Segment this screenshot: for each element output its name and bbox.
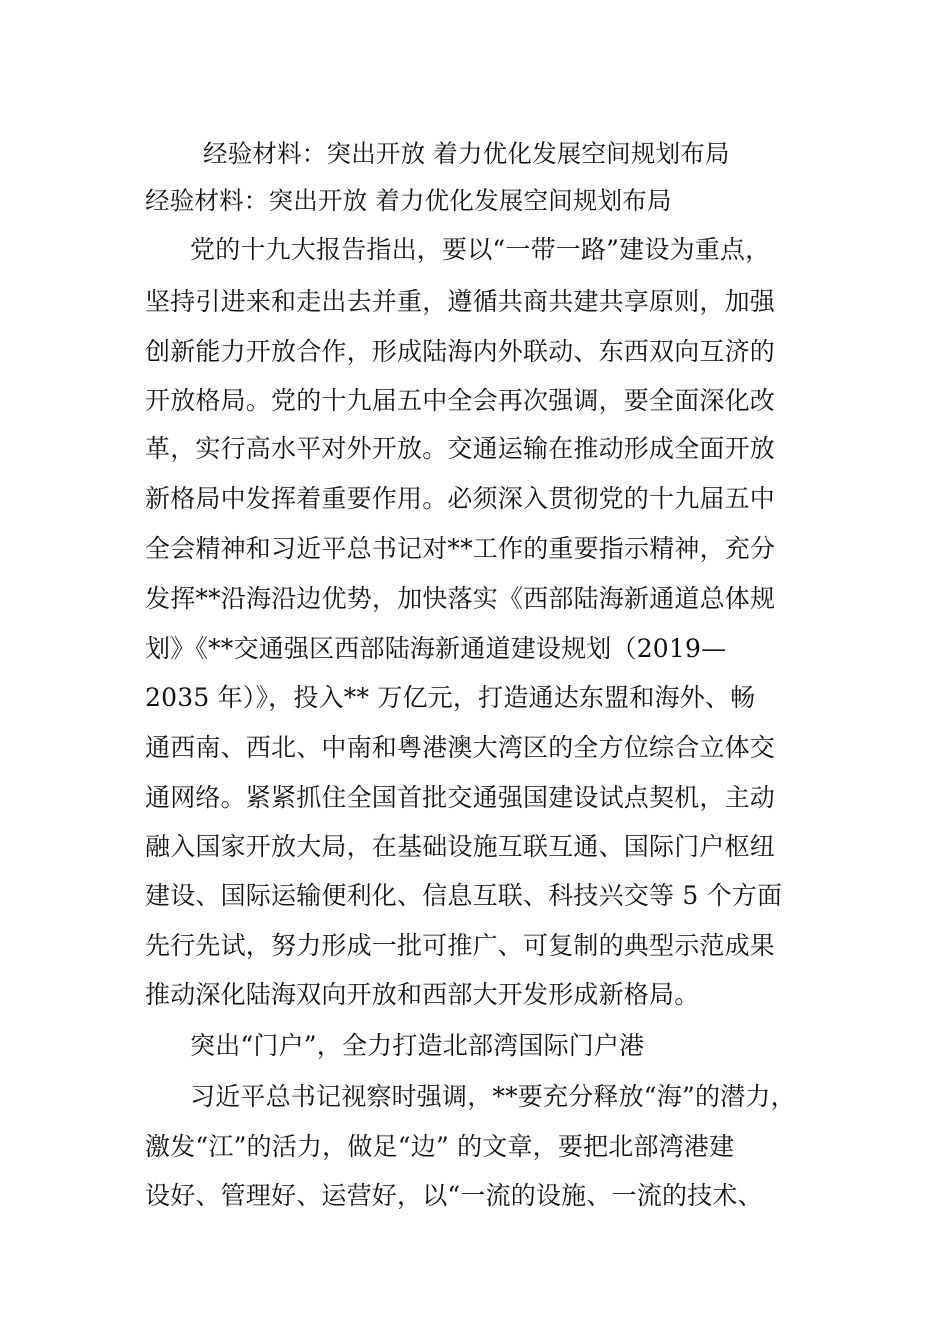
paragraph-line: 先行先试，努力形成一批可推广、可复制的典型示范成果 — [145, 931, 776, 960]
paragraph-line: 通网络。紧紧抓住全国首批交通强国建设试点契机，主动 — [145, 783, 776, 812]
paragraph-line: 推动深化陆海双向开放和西部大开发形成新格局。 — [145, 980, 700, 1009]
paragraph-line: 2035 年）》，投入** 万亿元，打造通达东盟和海外、畅 — [145, 683, 756, 712]
paragraph-line: 激发“江”的活力，做足“边” 的文章，要把北部湾港建 — [145, 1132, 735, 1161]
section-heading: 突出“门户”，全力打造北部湾国际门户港 — [190, 1031, 645, 1060]
paragraph-line: 革，实行高水平对外开放。交通运输在推动形成全面开放 — [145, 434, 776, 463]
document-subtitle: 经验材料：突出开放 着力优化发展空间规划布局 — [145, 186, 672, 215]
paragraph-line: 习近平总书记视察时强调，**要充分释放“海”的潜力， — [190, 1082, 796, 1111]
paragraph-line: 创新能力开放合作，形成陆海内外联动、东西双向互济的 — [145, 337, 776, 366]
paragraph-line: 划》《**交通强区西部陆海新通道建设规划（2019— — [145, 634, 727, 663]
paragraph-line: 全会精神和习近平总书记对**工作的重要指示精神，充分 — [145, 534, 776, 563]
paragraph-line: 坚持引进来和走出去并重，遵循共商共建共享原则，加强 — [145, 287, 776, 316]
paragraph-line: 设好、管理好、运营好，以“一流的设施、一流的技术、 — [145, 1181, 763, 1210]
paragraph-line: 新格局中发挥着重要作用。必须深入贯彻党的十九届五中 — [145, 484, 776, 513]
paragraph-line: 发挥**沿海沿边优势，加快落实《西部陆海新通道总体规 — [145, 584, 776, 613]
paragraph-line: 建设、国际运输便利化、信息互联、科技兴交等 5 个方面 — [145, 881, 783, 910]
paragraph-line: 党的十九大报告指出，要以“一带一路”建设为重点， — [190, 235, 771, 264]
paragraph-line: 融入国家开放大局，在基础设施互联互通、国际门户枢纽 — [145, 832, 776, 861]
paragraph-line: 通西南、西北、中南和粤港澳大湾区的全方位综合立体交 — [145, 733, 776, 762]
document-title: 经验材料：突出开放 着力优化发展空间规划布局 — [203, 139, 730, 168]
paragraph-line: 开放格局。党的十九届五中全会再次强调，要全面深化改 — [145, 386, 776, 415]
